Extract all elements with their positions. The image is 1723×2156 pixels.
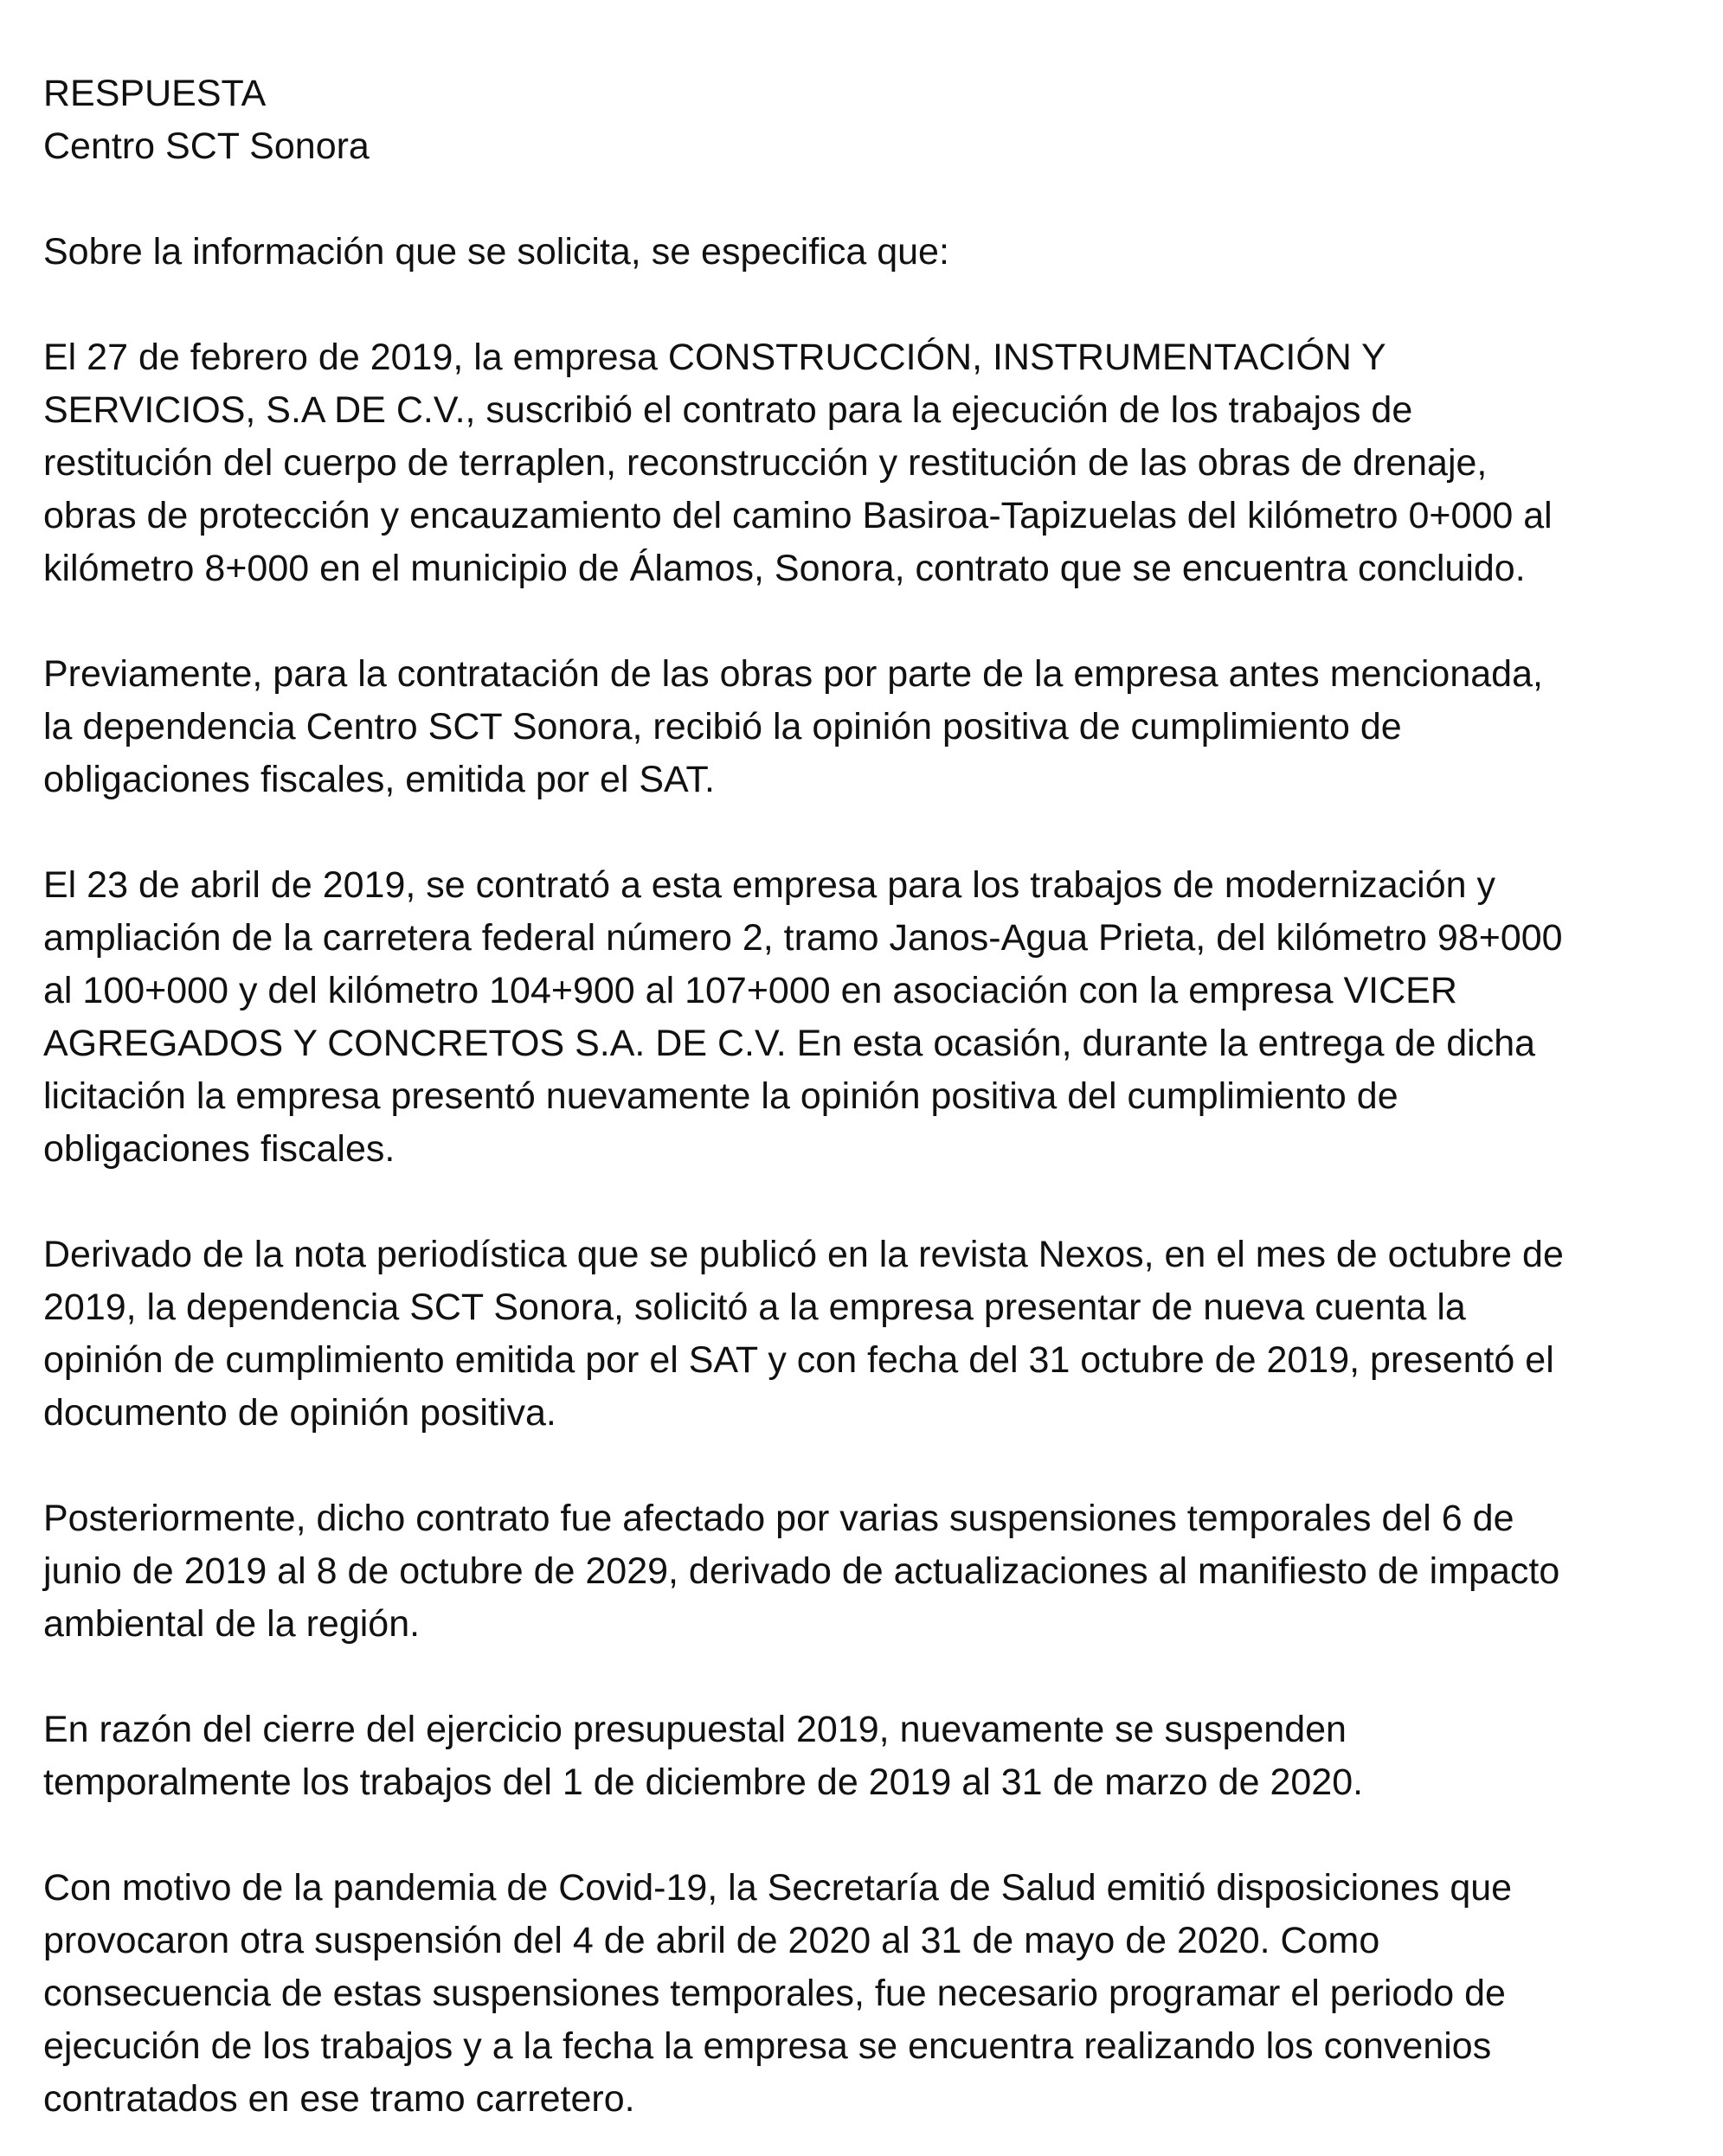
paragraph-line: AGREGADOS Y CONCRETOS S.A. DE C.V. En esta ocasión, durante la entrega de dicha (43, 1023, 1536, 1064)
paragraph-line: kilómetro 8+000 en el municipio de Álamos, Sonora, contrato que se encuentra concluido. (43, 548, 1526, 589)
document-page (43, 67, 1688, 2126)
office-name: Centro SCT Sonora (43, 125, 370, 167)
paragraph (43, 1176, 1688, 1440)
paragraph (43, 1651, 1688, 1809)
paragraph-line: Con motivo de la pandemia de Covid-19, la Secretaría de Salud emitió disposiciones que (43, 1867, 1513, 1909)
paragraph-line: junio de 2019 al 8 de octubre de 2029, derivado de actualizaciones al manifiesto de impacto (43, 1550, 1560, 1592)
paragraph-line: opinión de cumplimiento emitida por el SAT y con fecha del 31 octubre de 2019, presentó el (43, 1339, 1554, 1381)
paragraph-line: El 23 de abril de 2019, se contrató a esta empresa para los trabajos de modernización y (43, 864, 1495, 906)
document-label: RESPUESTA (43, 73, 267, 114)
paragraph-line: En razón del cierre del ejercicio presupuestal 2019, nuevamente se suspenden (43, 1709, 1347, 1750)
paragraph (43, 595, 1688, 806)
paragraph-line: obligaciones fiscales. (43, 1128, 395, 1170)
paragraph (43, 279, 1688, 595)
paragraph-line: consecuencia de estas suspensiones temporales, fue necesario programar el periodo de (43, 1973, 1506, 2014)
paragraph-line: ambiental de la región. (43, 1603, 421, 1645)
paragraph-line: documento de opinión positiva. (43, 1392, 556, 1434)
intro-text: Sobre la información que se solicita, se especifica que: (43, 231, 949, 273)
paragraph-line: ejecución de los trabajos y a la fecha la empresa se encuentra realizando los convenios (43, 2025, 1492, 2067)
paragraph-line: restitución del cuerpo de terraplen, reconstrucción y restitución de las obras de drenaje, (43, 442, 1488, 484)
paragraph-line: la dependencia Centro SCT Sonora, recibió la opinión positiva de cumplimiento de (43, 706, 1402, 748)
paragraph-line: Previamente, para la contratación de las obras por parte de la empresa antes mencionada, (43, 653, 1543, 695)
spacer (43, 173, 1688, 226)
paragraph-line: El 27 de febrero de 2019, la empresa CONSTRUCCIÓN, INSTRUMENTACIÓN Y (43, 337, 1386, 378)
paragraph-line: provocaron otra suspensión del 4 de abril de 2020 al 31 de mayo de 2020. Como (43, 1920, 1380, 1961)
paragraph-line: temporalmente los trabajos del 1 de diciembre de 2019 al 31 de marzo de 2020. (43, 1761, 1364, 1803)
paragraph (43, 1809, 1688, 2126)
paragraph-line: Derivado de la nota periodística que se publicó en la revista Nexos, en el mes de octubre de (43, 1234, 1564, 1275)
paragraph-line: obligaciones fiscales, emitida por el SAT. (43, 759, 715, 800)
paragraph (43, 1440, 1688, 1651)
paragraph-line: SERVICIOS, S.A DE C.V., suscribió el contrato para la ejecución de los trabajos de (43, 389, 1413, 431)
paragraph (43, 806, 1688, 1176)
paragraph-line: Posteriormente, dicho contrato fue afectado por varias suspensiones temporales del 6 de (43, 1498, 1514, 1539)
paragraph-line: licitación la empresa presentó nuevamente la opinión positiva del cumplimiento de (43, 1075, 1398, 1117)
paragraph-line: contratados en ese tramo carretero. (43, 2078, 635, 2120)
paragraph-line: obras de protección y encauzamiento del camino Basiroa-Tapizuelas del kilómetro 0+000 al (43, 495, 1553, 536)
paragraph-line: al 100+000 y del kilómetro 104+900 al 107+000 en asociación con la empresa VICER (43, 970, 1457, 1011)
paragraph-line: ampliación de la carretera federal número 2, tramo Janos-Agua Prieta, del kilómetro 98+000 (43, 917, 1563, 959)
paragraph-line: 2019, la dependencia SCT Sonora, solicitó a la empresa presentar de nueva cuenta la (43, 1287, 1466, 1328)
